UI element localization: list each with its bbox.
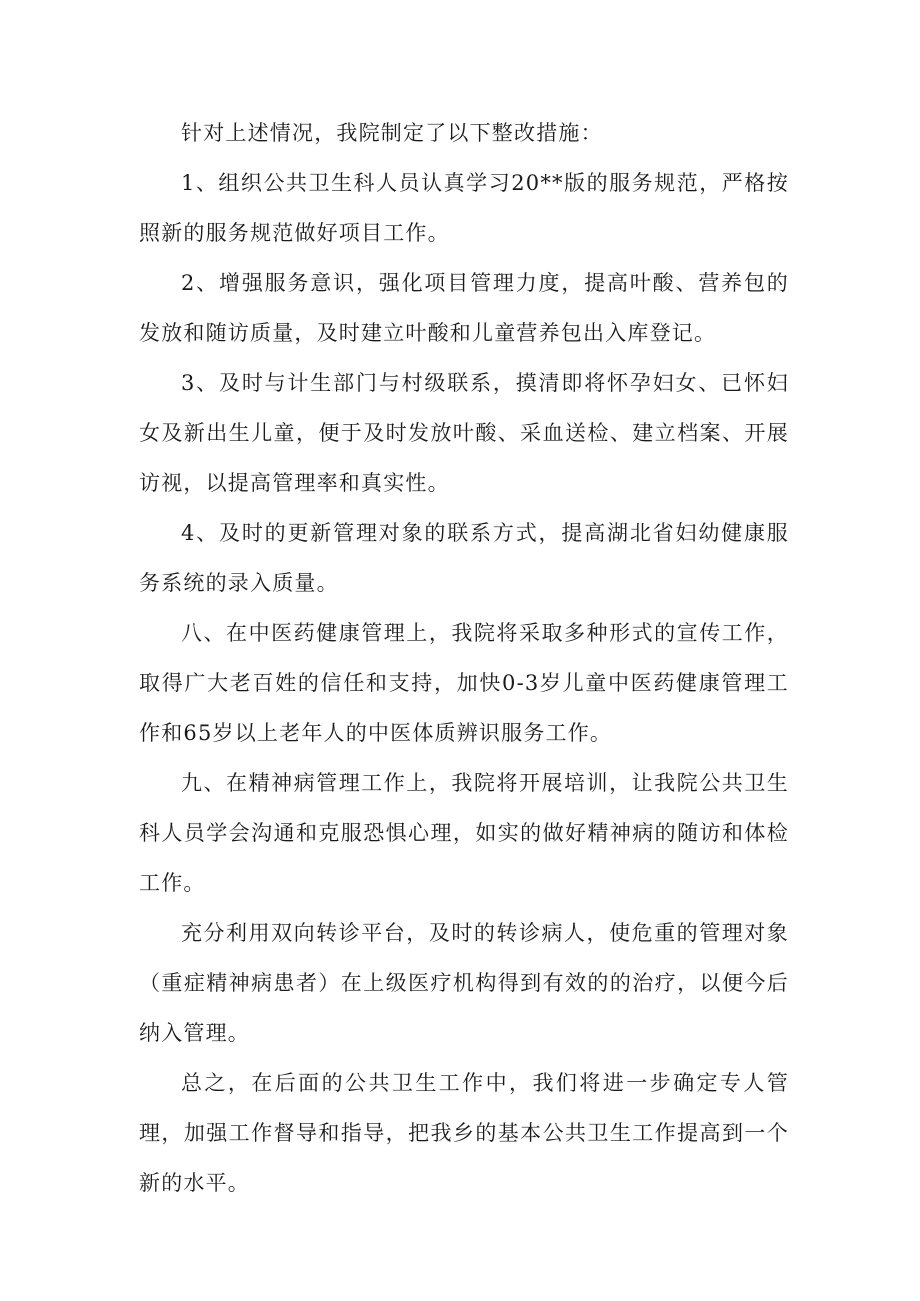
paragraph-intro: 针对上述情况，我院制定了以下整改措施： [181, 121, 603, 145]
paragraph-section-8: 八、在中医药健康管理上，我院将采取多种形式的宣传工作，取得广大老百姓的信任和支持，加快0-3岁儿童中医药健康管理工作和65岁以上老年人的中医体质辨识服务工作。 [139, 621, 789, 745]
paragraph-measure-1: 1、组织公共卫生科人员认真学习20**版的服务规范，严格按照新的服务规范做好项目工作。 [139, 171, 789, 245]
paragraph-measure-2: 2、增强服务意识，强化项目管理力度，提高叶酸、营养包的发放和随访质量，及时建立叶酸和儿童营养包出入库登记。 [139, 271, 789, 345]
paragraph-referral: 充分利用双向转诊平台，及时的转诊病人，使危重的管理对象（重症精神病患者）在上级医疗机构得到有效的的治疗，以便今后纳入管理。 [139, 921, 789, 1045]
paragraph-conclusion: 总之，在后面的公共卫生工作中，我们将进一步确定专人管理，加强工作督导和指导，把我乡的基本公共卫生工作提高到一个新的水平。 [139, 1071, 789, 1195]
paragraph-measure-3: 3、及时与计生部门与村级联系，摸清即将怀孕妇女、已怀妇女及新出生儿童，便于及时发放叶酸、采血送检、建立档案、开展访视，以提高管理率和真实性。 [139, 371, 789, 495]
paragraph-measure-4: 4、及时的更新管理对象的联系方式，提高湖北省妇幼健康服务系统的录入质量。 [139, 521, 789, 595]
document-body [139, 108, 789, 1208]
paragraph-section-9: 九、在精神病管理工作上，我院将开展培训，让我院公共卫生科人员学会沟通和克服恐惧心理，如实的做好精神病的随访和体检工作。 [139, 771, 789, 895]
